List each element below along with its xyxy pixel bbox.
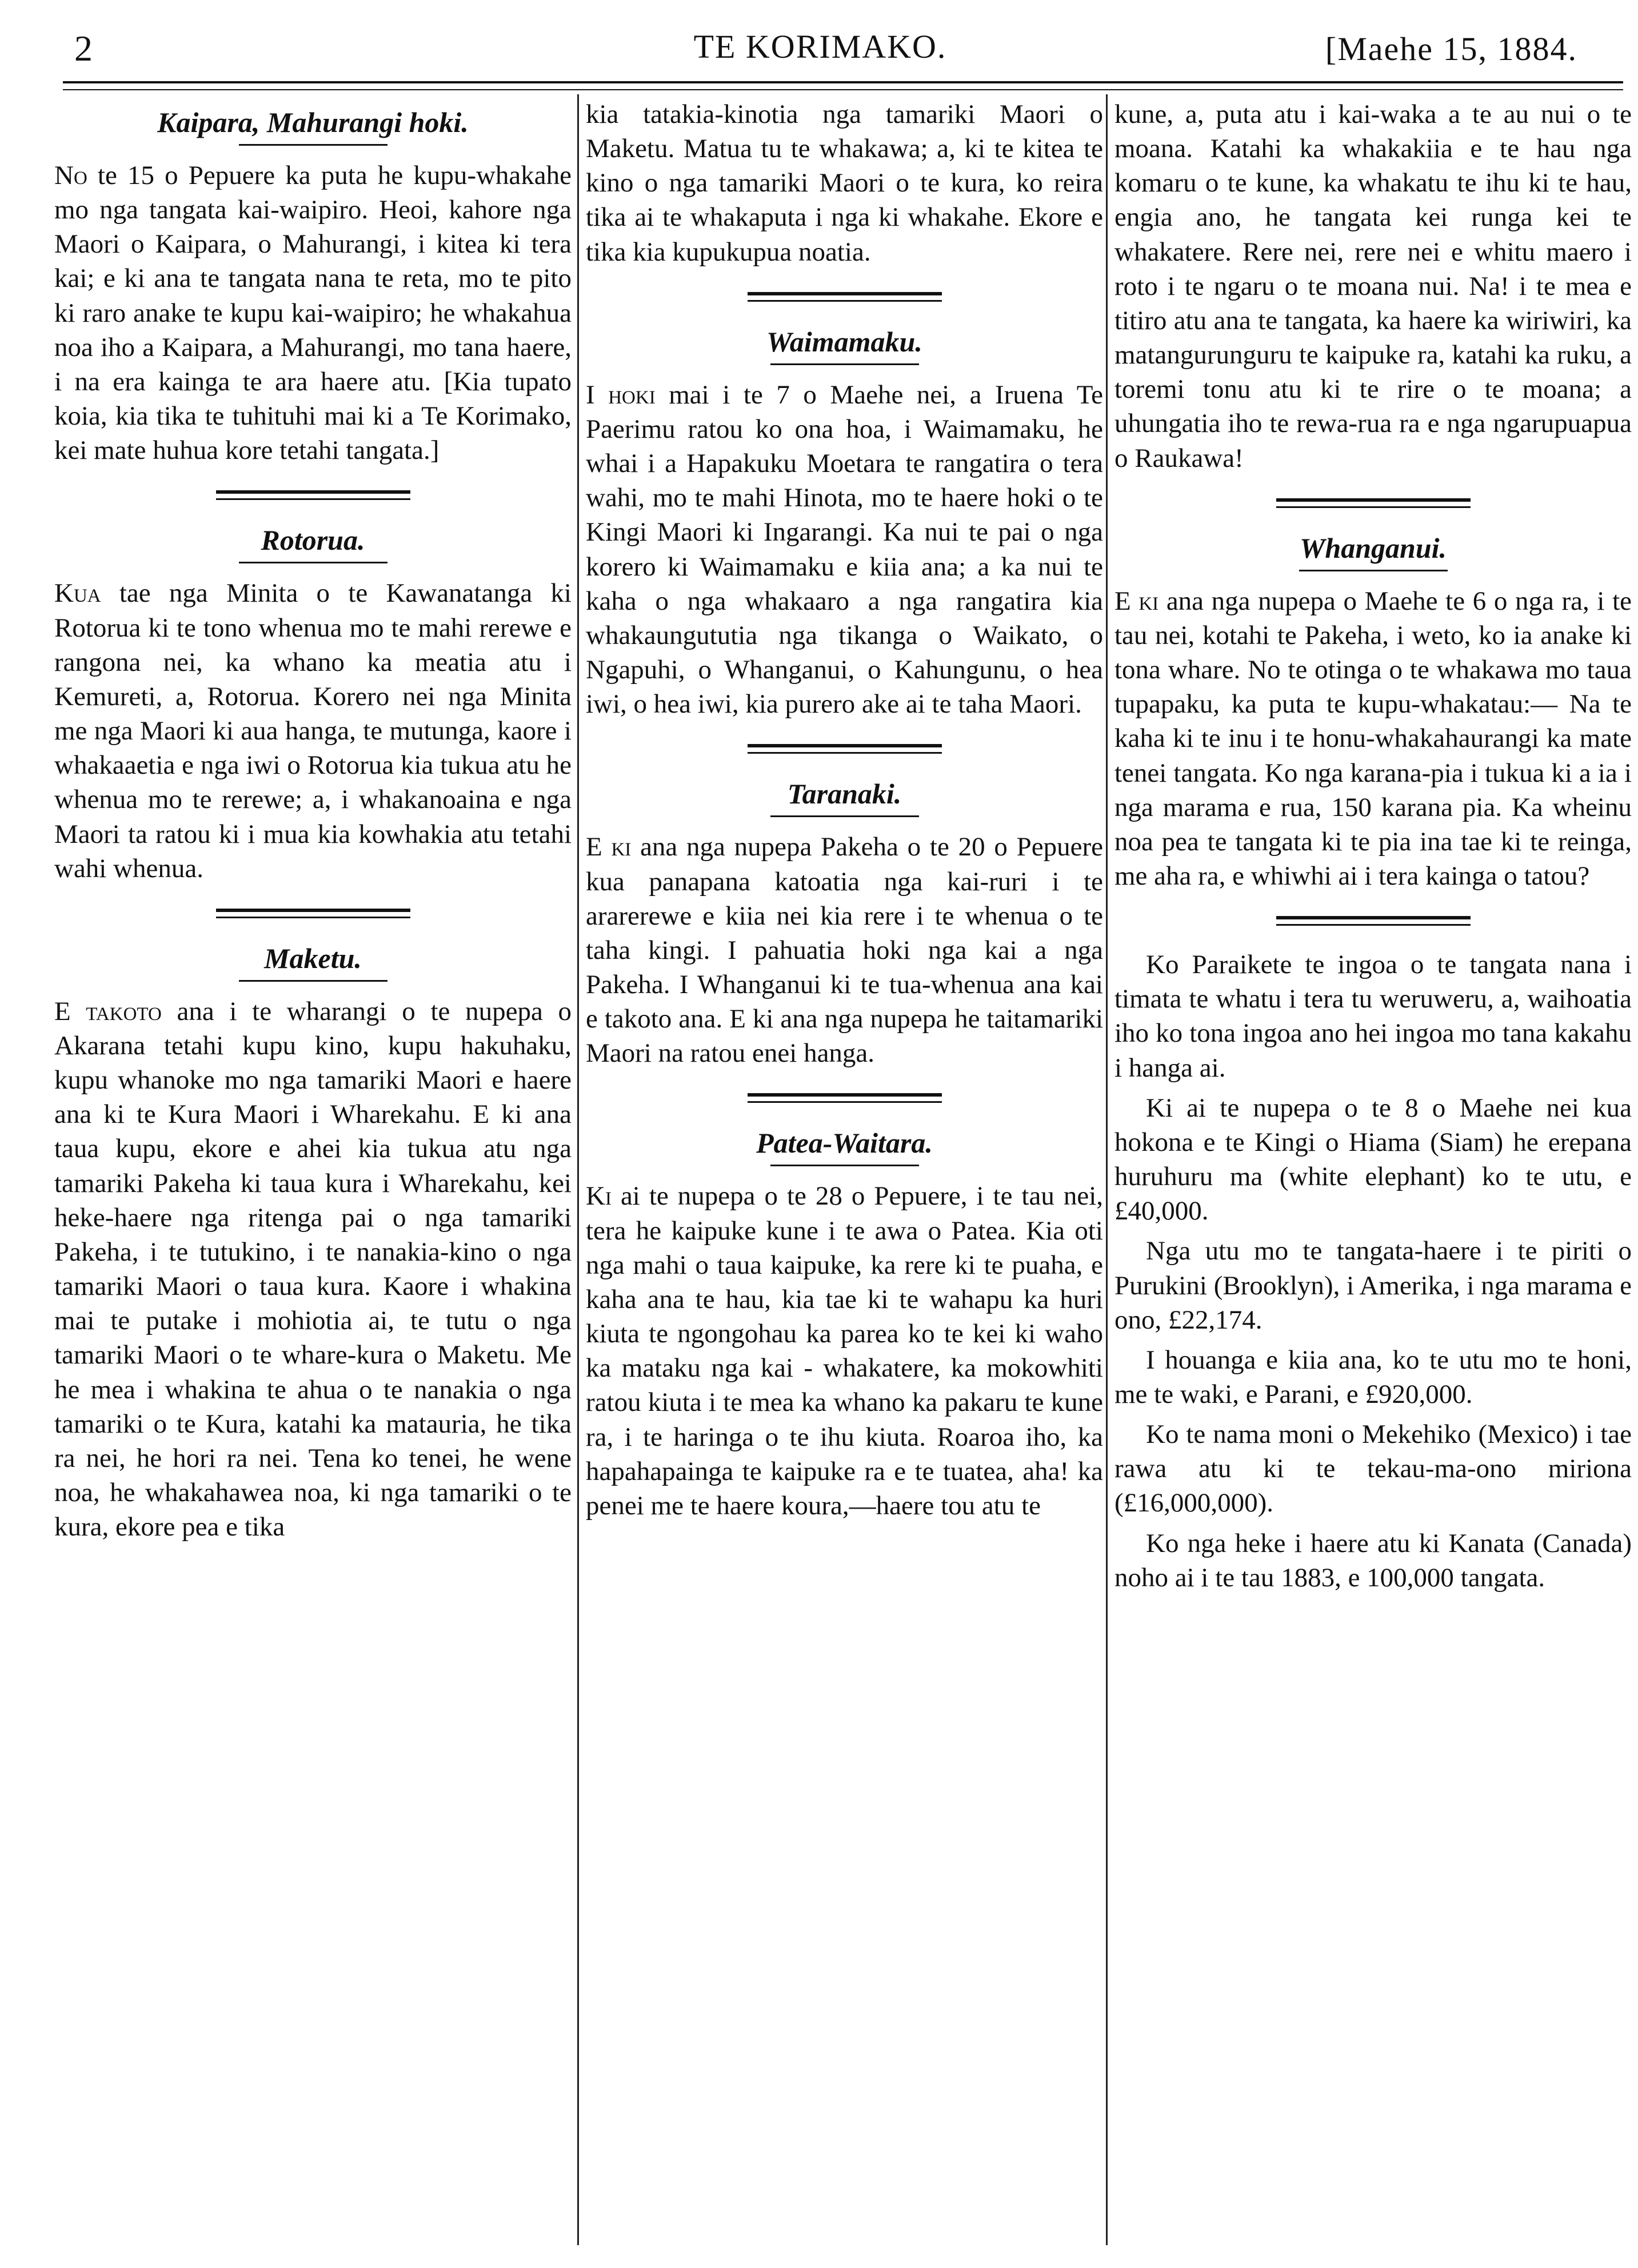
lead-word: I hoki [586, 379, 656, 410]
section-heading-patea-waitara: Patea-Waitara. [756, 1127, 933, 1159]
column-1 [54, 97, 572, 2245]
section-heading-maketu: Maketu. [264, 942, 362, 974]
column-divider [577, 94, 579, 2245]
lead-word: E takoto [54, 996, 162, 1026]
section-heading-whanganui: Whanganui. [1299, 531, 1447, 564]
section-divider [748, 292, 942, 302]
lead-word: Ki [586, 1181, 612, 1211]
heading-rule [239, 144, 387, 146]
column-3 [1114, 97, 1632, 2245]
section-heading-rotorua: Rotorua. [261, 524, 365, 557]
page-header [63, 17, 1577, 69]
page-number: 2 [74, 28, 94, 69]
news-item-mexico-debt: Ko te nama moni o Mekehiko (Mexico) i tae rawa atu ki te tekau-ma-ono miriona (£16,000,000). [1114, 1419, 1632, 1518]
lead-word: Kua [54, 578, 101, 609]
heading-rule [239, 562, 387, 563]
heading-rule [770, 363, 919, 365]
article-taranaki [586, 830, 1103, 1070]
news-item-white-elephant: Ki ai te nupepa o te 8 o Maehe nei kua hokona e te Kingi o Hiama (Siam) he erepana huruhuru ma (white elephant) ko te utu, e £40,000. [1114, 1093, 1632, 1226]
section-divider [748, 744, 942, 754]
heading-rule [770, 1165, 919, 1166]
news-item-brooklyn-bridge: Nga utu mo te tangata-haere i te piriti o Purukini (Brooklyn), i Amerika, i nga marama e ono, £22,174. [1114, 1236, 1632, 1335]
article-kaipara [54, 158, 572, 467]
heading-rule [1299, 570, 1448, 571]
article-text: ana i te wharangi o te nupepa o Akarana tetahi kupu kino, kupu hakuhaku, kupu whanoke mo nga tamariki Maori e haere ana ki te Kura Maori i Wharekahu. E ki ana taua kupu, ekore e ahei kia tukua atu nga tamariki Pakeha ki taua kura i Wharekahu, kei heke-haere nga ritenga pai o nga tamariki Pakeha, i te tutukino, i te nanakia-kino o nga tamariki Maori o taua kura. Kaore i whakina mai te putake i mohiotia ai, te tutu o nga tamariki Maori o te whare-kura o Maketu. Me he mea i whakina te ahua o te nanakia o nga tamariki o te Kura, katahi ka matauria, he tika ra nei, he hori ra nei. Tena ko tenei, he wene noa, he whakahawea noa, ki nga tamariki o te kura, ekore pea e tika [54, 996, 572, 1542]
article-text: ai te nupepa o te 28 o Pepuere, i te tau nei, tera he kaipuke kune i te awa o Patea. Kia oti nga mahi o taua kaipuke, ka rere ki te puaha, e kaha ana te hau, kia tae ki te wahapu ka huri kiuta te ngongohau ka parea ko te kei ki waho ka mataku nga kai - whakatere, ka mokowhiti ratou kiuta i te mea ka whano ka pakaru te kune ra, i te haringa o te ihu kiuta. Roaroa iho, ka hapahapainga te kaipuke ra e te tuatea, aha! ka penei me te haere koura,—haere tou atu te [586, 1181, 1104, 1521]
issue-date: [Maehe 15, 1884. [1325, 30, 1577, 67]
news-item-blanket: Ko Paraikete te ingoa o te tangata nana i timata te whatu i tera tu weruweru, a, waihoatia iho ko tona ingoa ano hei ingoa mo tana kakahu i hanga ai. [1114, 950, 1632, 1083]
section-divider [1276, 498, 1471, 508]
heading-rule [239, 980, 387, 982]
header-rule [63, 81, 1623, 83]
article-patea-continued: kune, a, puta atu i kai-waka a te au nui o te moana. Katahi ka whakakiia e te hau nga komaru o te kune, ka whakatu te ihu ki te hau, engia ano, he tangata kei runga kei te whakatere. Rere nei, rere nei e whitu maero i roto i te ngaru o te moana nui. Na! i te mea e titiro atu ana te tangata, ka haere ka wiriwiri, ka matangurunguru te kaipuke ra, katahi ka ruku, a toremi tonu atu ki te rire o te moana; a uhungatia iho te rewa-rua ra e nga ngarupuapua o Raukawa! [1114, 99, 1632, 473]
news-item-canada-immigrants: Ko nga heke i haere atu ki Kanata (Canada) noho ai i te tau 1883, e 100,000 tangata. [1114, 1528, 1632, 1593]
section-heading-waimamaku: Waimamaku. [766, 325, 922, 358]
column-divider [1106, 94, 1108, 2245]
lead-word: No [54, 161, 87, 190]
section-heading-kaipara: Kaipara, Mahurangi hoki. [157, 106, 469, 138]
section-divider [1276, 916, 1471, 926]
article-waimamaku [586, 378, 1103, 722]
lead-word: E ki [1114, 586, 1159, 616]
article-patea-waitara [586, 1179, 1103, 1523]
article-text: ana nga nupepa Pakeha o te 20 o Pepuere kua panapana katoatia nga kai-ruri i te ararerewe e kiia nei kia rere i te whenua o te taha kingi. I pahuatia hoki nga kai a nga Pakeha. I Whanganui ki te tua-whenua ana kai e takoto ana. E ki ana nga nupepa he taitamariki Maori na ratou enei hanga. [586, 832, 1103, 1069]
article-text: tae nga Minita o te Kawanatanga ki Rotorua ki te tono whenua mo te mahi rerewe e rangona nei, ka whano ka meatia atu i Kemureti, a, Rotorua. Korero nei nga Minita me nga Maori ki aua hanga, te mutunga, kaore i whakaaetia e nga iwi o Rotorua kia tukua atu he whenua mo te rerewe; a, i whakanoaina e nga Maori ta ratou ki i mua kia kowhakia atu tetahi wahi whenua. [54, 578, 572, 883]
lead-word: E ki [586, 832, 632, 862]
header-rule-thin [63, 89, 1623, 90]
masthead-title: TE KORIMAKO. [693, 28, 947, 65]
article-text: ana nga nupepa o Maehe te 6 o nga ra, i te tau nei, kotahi te Pakeha, i weto, ko ia anake ki tona whare. No te otinga o te whakawa mo taua tupapaku, ka puta te kupu-whakatau:— Na te kaha ki te inu i te honu-whakahaurangi ka mate tenei tangata. Ko nga karana-pia i tukua ki a ia i nga marama e rua, 150 karana pia. Ka wheinu noa pea te tangata ki te pia ina tae ki te reinga, me aha ra, e whiwhi ai i tera kainga o tatou? [1114, 586, 1632, 891]
article-rotorua [54, 576, 572, 885]
section-divider [216, 490, 410, 500]
section-divider [748, 1093, 942, 1103]
section-divider [216, 909, 410, 918]
article-whanganui [1114, 584, 1632, 893]
article-maketu [54, 994, 572, 1545]
article-text: mai i te 7 o Maehe nei, a Iruena Te Paerimu ratou ko ona hoa, i Waimamaku, he whai i a Hapakuku Moetara te rangatira o tera wahi, mo te mahi Hinota, mo te haere hoki o te Kingi Maori ki Ingarangi. Ka nui te pai o nga korero ki Waimamaku e kiia ana; a ka nui te kaha o nga whakaaro a nga rangatira kia whakaungututia nga tikanga o Waikato, o Ngapuhi, o Whanganui, o Kahungunu, o hea iwi, o hea iwi, kia purero ake ai te taha Maori. [586, 379, 1104, 719]
news-item-france-honey: I houanga e kiia ana, ko te utu mo te honi, me te waki, e Parani, e £920,000. [1114, 1345, 1632, 1409]
column-2 [586, 97, 1103, 2245]
article-maketu-continued: kia tatakia-kinotia nga tamariki Maori o Maketu. Matua tu te whakawa; a, ki te kitea te kino o nga tamariki Maori o te kura, ko reira tika ai te whakaputa i nga ki whakahe. Ekore e tika kia kupukupua noatia. [586, 99, 1103, 267]
heading-rule [770, 815, 919, 817]
section-heading-taranaki: Taranaki. [787, 778, 902, 810]
article-text: te 15 o Pepuere ka puta he kupu-whakahe mo nga tangata kai-waipiro. Heoi, kahore nga Maori o Kaipara, o Mahurangi, i kitea ki tera kai; e ki ana te tangata nana te reta, mo te pito ki raro anake te kupu kai-waipiro; he whakahua noa iho a Kaipara, a Mahurangi, mo tana haere, i na era kainga te ara haere atu. [Kia tupato koia, kia tika te tuhituhi mai ki a Te Korimako, kei mate huhua kore tetahi tangata.] [54, 161, 572, 466]
